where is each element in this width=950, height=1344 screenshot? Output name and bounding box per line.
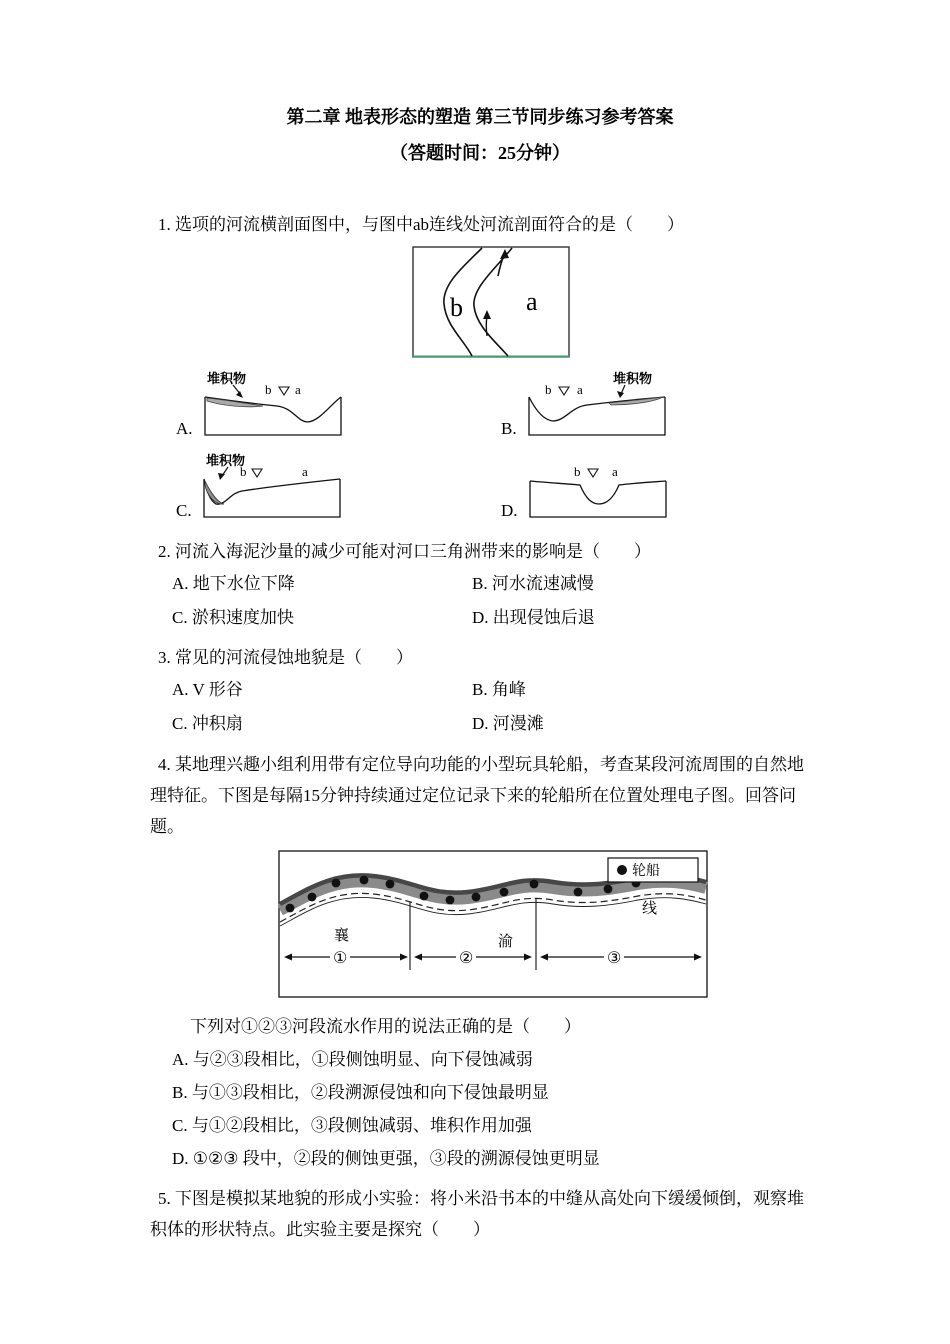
q1-option-c — [150, 449, 475, 525]
document-content — [150, 104, 810, 1245]
q3-option-a: A. V 形谷 — [172, 680, 243, 699]
q1-option-a-label: A. — [176, 419, 193, 438]
deposit-label: 堆积物 — [205, 453, 245, 468]
bank-b-label: b — [544, 382, 552, 397]
q1-option-a — [150, 367, 475, 443]
q2-option-d: D. 出现侵蚀后退 — [472, 608, 595, 627]
rail-label-xian: 线 — [642, 901, 658, 917]
section-1-label: ① — [333, 950, 348, 967]
deposit-label: 堆积物 — [206, 371, 246, 386]
water-level-icon — [252, 469, 262, 477]
boat-legend-icon — [617, 865, 627, 875]
boat-legend-label: 轮船 — [632, 864, 660, 879]
q1-option-b-label: B. — [501, 419, 517, 438]
section-3-label: ③ — [607, 950, 622, 967]
q3-option-b: B. 角峰 — [472, 680, 526, 699]
q3-options-row-2 — [150, 707, 810, 741]
q2-option-c: C. 淤积速度加快 — [172, 608, 294, 627]
deposit-label: 堆积物 — [612, 371, 652, 386]
bank-a-label: a — [611, 464, 618, 479]
cross-section-d-figure — [520, 453, 672, 525]
bank-b-label: b — [264, 382, 272, 397]
water-level-icon — [559, 387, 569, 395]
deposit-arrow-head — [218, 473, 225, 480]
q1-option-c-label: C. — [176, 501, 192, 520]
bank-b-label: b — [573, 464, 581, 479]
deposit-shape — [205, 481, 224, 504]
q4-stem-text: 下列对①②③河段流水作用的说法正确的是（ ） — [190, 1017, 581, 1036]
rail-label-xiang: 襄 — [334, 928, 350, 944]
point-b-label: b — [450, 293, 463, 322]
bank-b-label: b — [239, 464, 247, 479]
river-map-figure — [278, 850, 708, 998]
figure-border — [413, 247, 569, 357]
profile-line — [204, 479, 340, 504]
valley-box — [204, 479, 340, 517]
bank-a-label: a — [576, 382, 583, 397]
meander-figure-wrap — [412, 246, 570, 363]
valley-box — [530, 481, 666, 517]
q4-option-d: D. ①②③ 段中，②段的侧蚀更强，③段的溯源侵蚀更明显 — [172, 1149, 600, 1168]
cross-section-c-figure — [194, 453, 346, 525]
q4-option-a: A. 与②③段相比，①段侧蚀明显、向下侵蚀减弱 — [172, 1050, 533, 1069]
question-4-text: 4. 某地理兴趣小组利用带有定位导向功能的小型玩具轮船，考查某段河流周围的自然地理特征。下图是每隔15分钟持续通过定位记录下来的轮船所在位置处理电子图。回答问题。 — [150, 755, 804, 836]
profile-line — [530, 481, 666, 504]
cross-section-b-figure — [519, 371, 671, 443]
q2-options-row-2 — [150, 601, 810, 635]
q2-option-b: B. 河水流速减慢 — [472, 574, 594, 593]
q2-options-row-1 — [150, 567, 810, 601]
deposit-arrow-head — [617, 391, 624, 398]
deposit-arrow-head — [236, 391, 243, 398]
doc-title: 第二章 地表形态的塑造 第三节同步练习参考答案 — [286, 107, 674, 127]
question-5-text: 5. 下图是模拟某地貌的形成小实验：将小米沿书本的中缝从高处向下缓缓倾倒，观察堆积体的形状特点。此实验主要是探究（ ） — [150, 1189, 804, 1239]
water-level-icon — [279, 387, 289, 395]
q4-option-b: B. 与①③段相比，②段溯源侵蚀和向下侵蚀最明显 — [172, 1083, 549, 1102]
question-1-text: 1. 选项的河流横剖面图中，与图中ab连线处河流剖面符合的是（ ） — [158, 215, 685, 234]
rail-label-yu: 渝 — [498, 934, 514, 950]
q1-options-grid — [150, 367, 810, 525]
question-3-text: 3. 常见的河流侵蚀地貌是（ ） — [158, 648, 413, 667]
section-2-label: ② — [459, 950, 474, 967]
q2-option-a: A. 地下水位下降 — [172, 574, 295, 593]
point-a-label: a — [526, 287, 538, 316]
cross-section-a-figure — [195, 371, 347, 443]
q1-option-d-label: D. — [501, 501, 518, 520]
q4-option-c: C. 与①②段相比，③段侧蚀减弱、堆积作用加强 — [172, 1116, 532, 1135]
river-map-figure-wrap — [278, 850, 810, 1003]
q1-option-d — [475, 449, 800, 525]
q3-option-c: C. 冲积扇 — [172, 714, 243, 733]
deposit-shape — [207, 398, 263, 407]
bank-a-label: a — [294, 382, 301, 397]
question-2-text: 2. 河流入海泥沙量的减少可能对河口三角洲带来的影响是（ ） — [158, 542, 651, 561]
q1-option-b — [475, 367, 800, 443]
q3-options-row-1 — [150, 673, 810, 707]
bank-a-label: a — [301, 464, 308, 479]
doc-subtitle: （答题时间：25分钟） — [390, 143, 570, 163]
water-level-icon — [588, 469, 598, 477]
q3-option-d: D. 河漫滩 — [472, 714, 544, 733]
meander-figure — [412, 246, 570, 358]
